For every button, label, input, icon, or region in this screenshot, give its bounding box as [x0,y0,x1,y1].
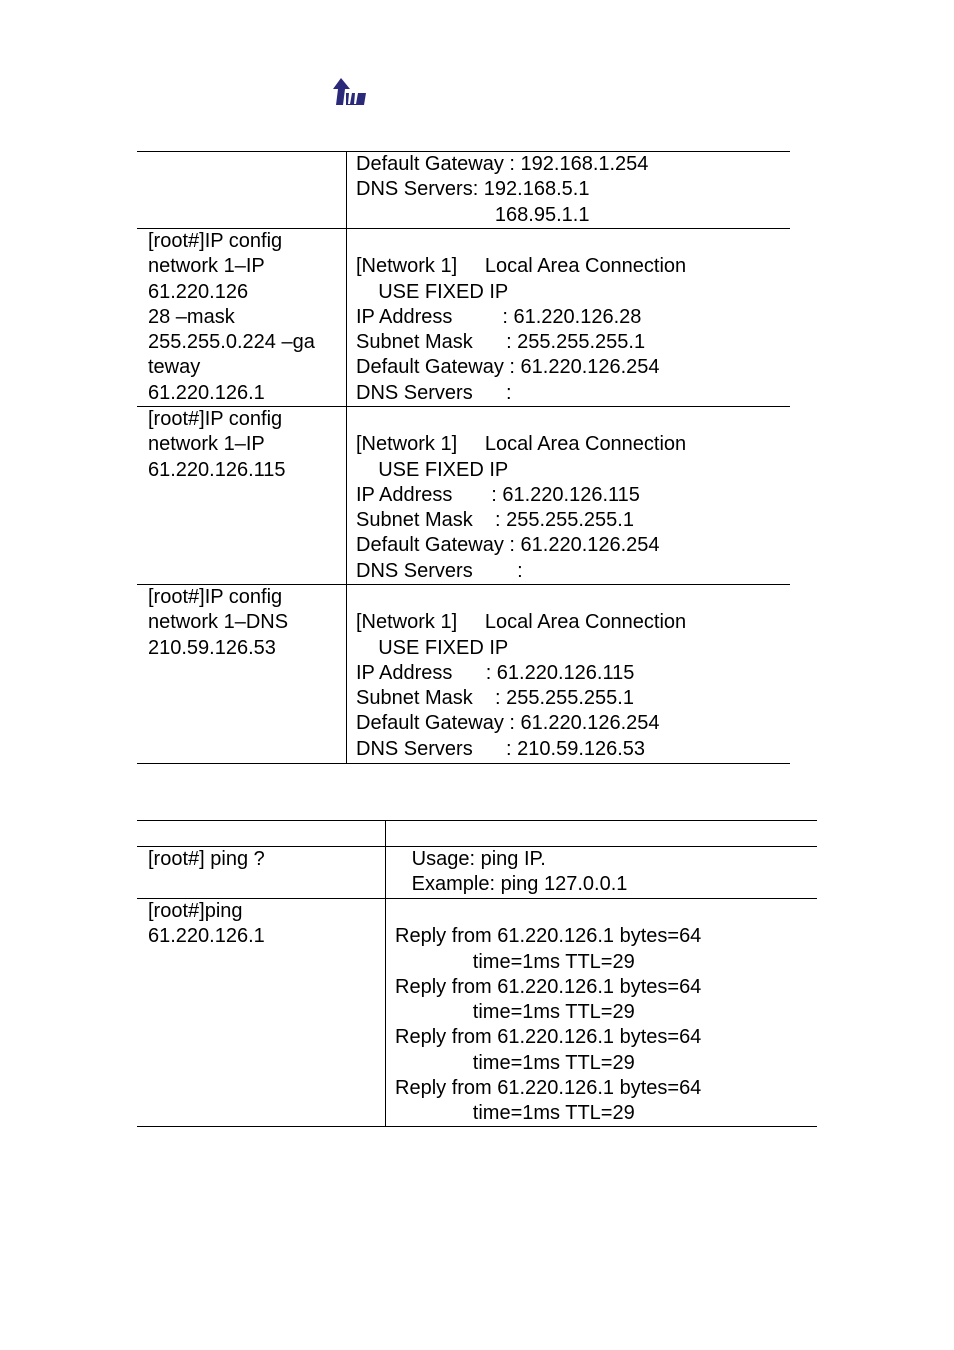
output-cell: Reply from 61.220.126.1 bytes=64 time=1ms TTL=29 Reply from 61.220.126.1 bytes=64 time=1ms TTL=29 Reply from 61.220.126.1 bytes=64 time=1ms TTL=29 Reply from 61.220.126.1 bytes=64 time=1ms TTL=29 [385,899,817,1126]
command-cell: [root#]IP config network 1–IP 61.220.126.115 [148,408,286,481]
output-cell: Usage: ping IP. Example: ping 127.0.0.1 [385,847,817,898]
table-row [137,846,817,898]
table-row [137,152,790,228]
output-cell: [Network 1] Local Area Connection USE FIXED IP IP Address : 61.220.126.115 Subnet Mask : 255.255.255.1 Default Gateway : 61.220.126.254 DNS Servers : 210.59.126.53 [346,585,790,763]
command-cell: [root#] ping ? [148,848,265,870]
table-row [137,584,790,763]
table-row [137,898,817,1126]
table-header-row [137,821,817,846]
command-cell: [root#]IP config network 1–IP 61.220.126 28 –mask 255.255.0.224 –ga teway 61.220.126.1 [148,230,315,404]
command-cell: [root#]ping 61.220.126.1 [148,900,265,948]
command-cell: [root#]IP config network 1–DNS 210.59.126.53 [148,586,289,659]
header-output-cell [385,821,817,846]
company-logo-icon [331,76,367,108]
ping-table [137,820,817,1127]
command-cell [137,152,346,228]
ip-config-table [137,151,790,764]
table-row [137,406,790,584]
output-cell: [Network 1] Local Area Connection USE FIXED IP IP Address : 61.220.126.115 Subnet Mask : 255.255.255.1 Default Gateway : 61.220.126.254 DNS Servers : [346,407,790,584]
header-command-cell [137,821,385,846]
table-row [137,228,790,406]
output-cell: Default Gateway : 192.168.1.254 DNS Servers: 192.168.5.1 168.95.1.1 [346,152,790,228]
output-cell: [Network 1] Local Area Connection USE FIXED IP IP Address : 61.220.126.28 Subnet Mask : 255.255.255.1 Default Gateway : 61.220.126.254 DNS Servers : [346,229,790,406]
